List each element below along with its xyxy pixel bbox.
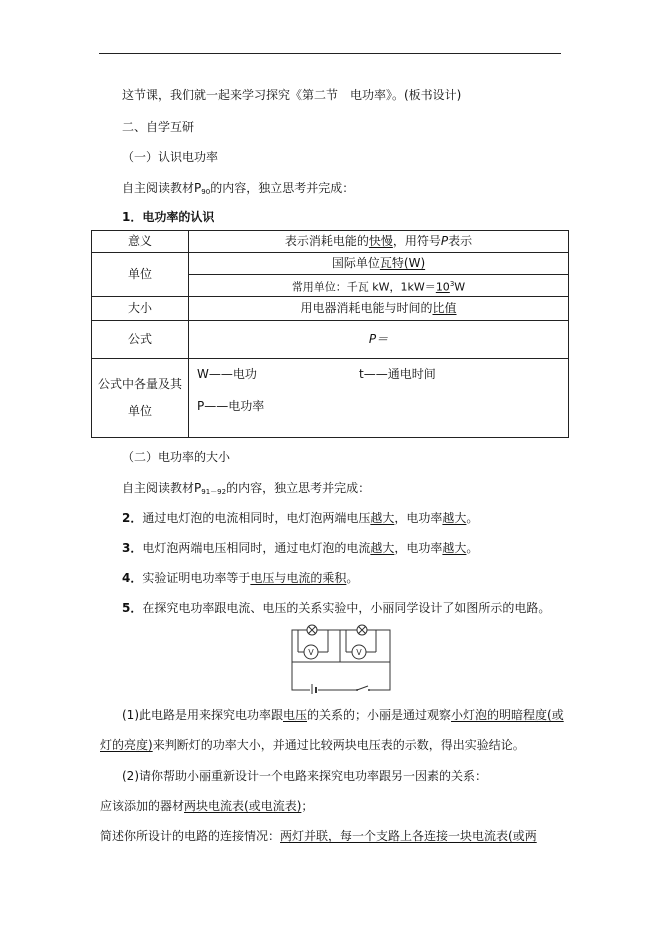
subsection-heading-1: （一）认识电功率 — [122, 150, 219, 164]
intro-line: 这节课，我们就一起来学习探究《第二节 电功率》。(板书设计) — [122, 88, 462, 102]
lamp-icon — [357, 625, 367, 635]
answer-2: (2)请你帮助小丽重新设计一个电路来探究电功率跟另一因素的关系： — [122, 769, 488, 783]
table-key-formula: 公式 — [92, 321, 189, 359]
lamp-icon — [307, 625, 317, 635]
quantity-work: W——电功 — [197, 367, 257, 381]
table-value-meaning: 表示消耗电能的快慢，用符号P表示 — [189, 231, 569, 253]
answer-4: 简述你所设计的电路的连接情况：两灯并联，每一个支路上各连接一块电流表(或两 — [100, 829, 537, 843]
svg-text:V: V — [308, 648, 314, 657]
table-value-common-unit: 常用单位：千瓦 kW，$1kW=10^3W$ — [189, 275, 569, 297]
question-4: 4．实验证明电功率等于电压与电流的乘积。 — [122, 571, 359, 585]
subsection-heading-2: （二）电功率的大小 — [122, 450, 231, 464]
table-key-meaning: 意义 — [92, 231, 189, 253]
voltmeter-icon — [304, 645, 318, 659]
reading-instruction-2: 自主阅读教材$P_{91-92}$的内容，独立思考并完成： — [122, 481, 371, 496]
table-value-magnitude: 用电器消耗电能与时间的比值 — [189, 297, 569, 321]
quantity-power: P——电功率 — [197, 399, 265, 413]
question-1-title: 1．电功率的认识 — [122, 210, 215, 224]
header-rule — [99, 53, 561, 54]
quantity-time: t——通电时间 — [359, 367, 436, 381]
table-value-quantities — [189, 359, 569, 438]
table-value-formula: P＝ — [189, 321, 569, 359]
table-key-unit: 单位 — [92, 253, 189, 297]
question-3: 3．电灯泡两端电压相同时，通过电灯泡的电流越大，电功率越大。 — [122, 541, 479, 555]
circuit-diagram — [288, 622, 394, 694]
table-row — [92, 321, 569, 359]
battery-icon — [310, 684, 318, 694]
section-heading: 二、自学互研 — [122, 120, 195, 134]
table-key-quantities: 公式中各量及其 单位 — [92, 359, 189, 438]
svg-text:V: V — [356, 648, 362, 657]
answer-3: 应该添加的器材两块电流表(或电流表)； — [100, 799, 314, 813]
table-row — [92, 297, 569, 321]
question-5: 5．在探究电功率跟电流、电压的关系实验中，小丽同学设计了如图所示的电路。 — [122, 601, 551, 615]
table-row — [92, 253, 569, 275]
table-row — [92, 359, 569, 438]
table-row — [92, 231, 569, 253]
answer-1-line-1: (1)此电路是用来探究电功率跟电压的关系的；小丽是通过观察小灯泡的明暗程度(或 — [122, 708, 564, 722]
switch-icon — [356, 686, 370, 694]
reading-instruction-1: 自主阅读教材$P_{90}$的内容，独立思考并完成： — [122, 181, 355, 196]
electric-power-table — [91, 230, 569, 438]
question-2: 2．通过电灯泡的电流相同时，电灯泡两端电压越大，电功率越大。 — [122, 511, 479, 525]
table-key-magnitude: 大小 — [92, 297, 189, 321]
voltmeter-icon — [352, 645, 366, 659]
table-value-si-unit: 国际单位瓦特(W) — [189, 253, 569, 275]
answer-1-line-2: 灯的亮度)来判断灯的功率大小，并通过比较两块电压表的示数，得出实验结论。 — [100, 738, 525, 752]
